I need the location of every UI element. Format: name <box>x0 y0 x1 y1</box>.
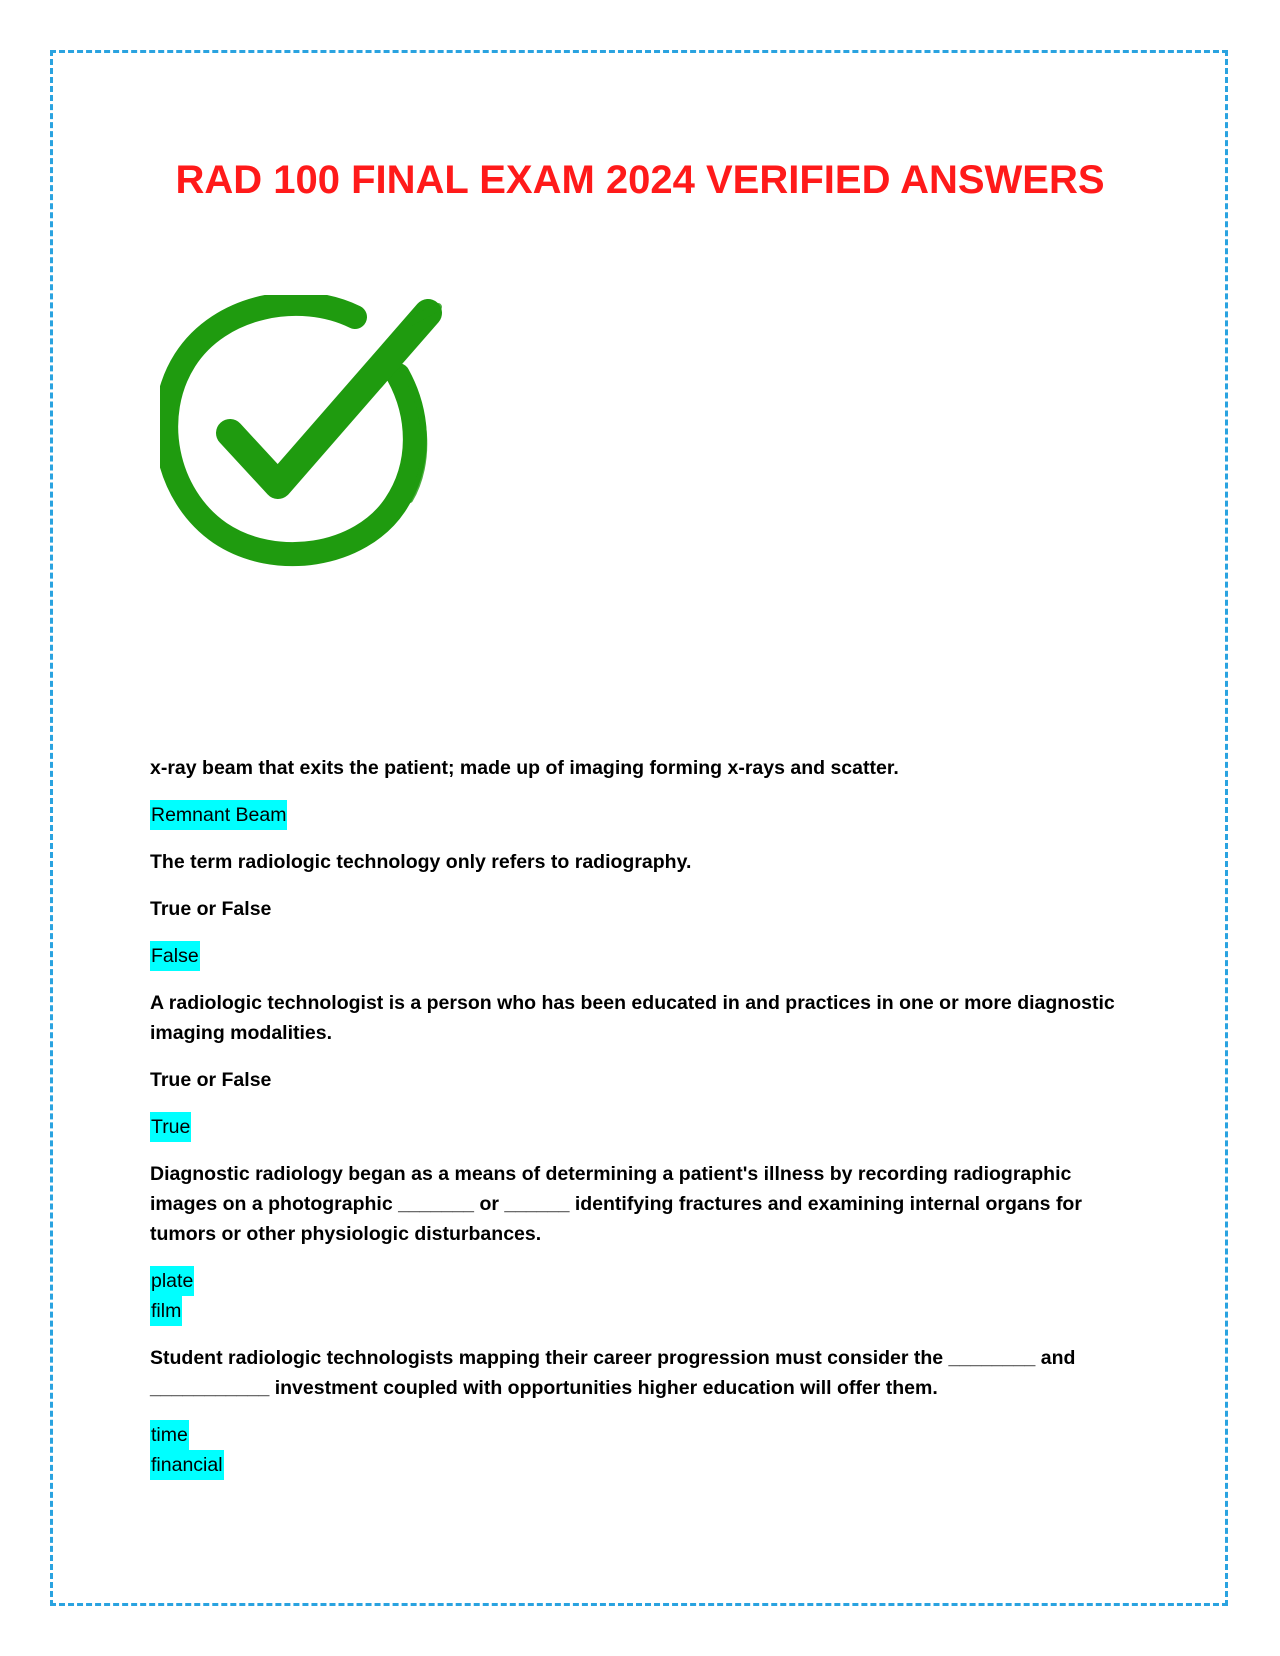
question-text: A radiologic technologist is a person who has been educated in and practices in one or more diagnostic imaging modalities. <box>150 992 1115 1044</box>
question-text: x-ray beam that exits the patient; made up of imaging forming x-rays and scatter. <box>150 757 899 779</box>
answer-text: financial <box>150 1450 224 1480</box>
answer-text: False <box>150 941 200 971</box>
question-subtext: True or False <box>150 898 272 920</box>
answer-block <box>150 1420 1130 1480</box>
page-title: RAD 100 FINAL EXAM 2024 VERIFIED ANSWERS <box>175 158 1105 202</box>
question-text: The term radiologic technology only refers to radiography. <box>150 851 692 873</box>
answer-block <box>150 800 1130 830</box>
answer-block <box>150 1266 1130 1326</box>
answer-block <box>150 1112 1130 1142</box>
answer-text: film <box>150 1296 182 1326</box>
question-subtext: True or False <box>150 1069 272 1091</box>
qa-list <box>150 753 1130 1497</box>
green-checkmark-icon <box>160 295 460 585</box>
question-text: Student radiologic technologists mapping their career progression must consider the ________ and ___________ investment coupled with opportunities higher education will offer them. <box>150 1347 1076 1399</box>
answer-block <box>150 941 1130 971</box>
answer-text: plate <box>150 1266 194 1296</box>
question-text: Diagnostic radiology began as a means of determining a patient's illness by recording radiographic images on a photographic _______ or ______ identifying fractures and examining internal organs for tumors or other physiologic disturbances. <box>150 1163 1082 1245</box>
answer-text: time <box>150 1420 189 1450</box>
answer-text: True <box>150 1112 191 1142</box>
answer-text: Remnant Beam <box>150 800 287 830</box>
